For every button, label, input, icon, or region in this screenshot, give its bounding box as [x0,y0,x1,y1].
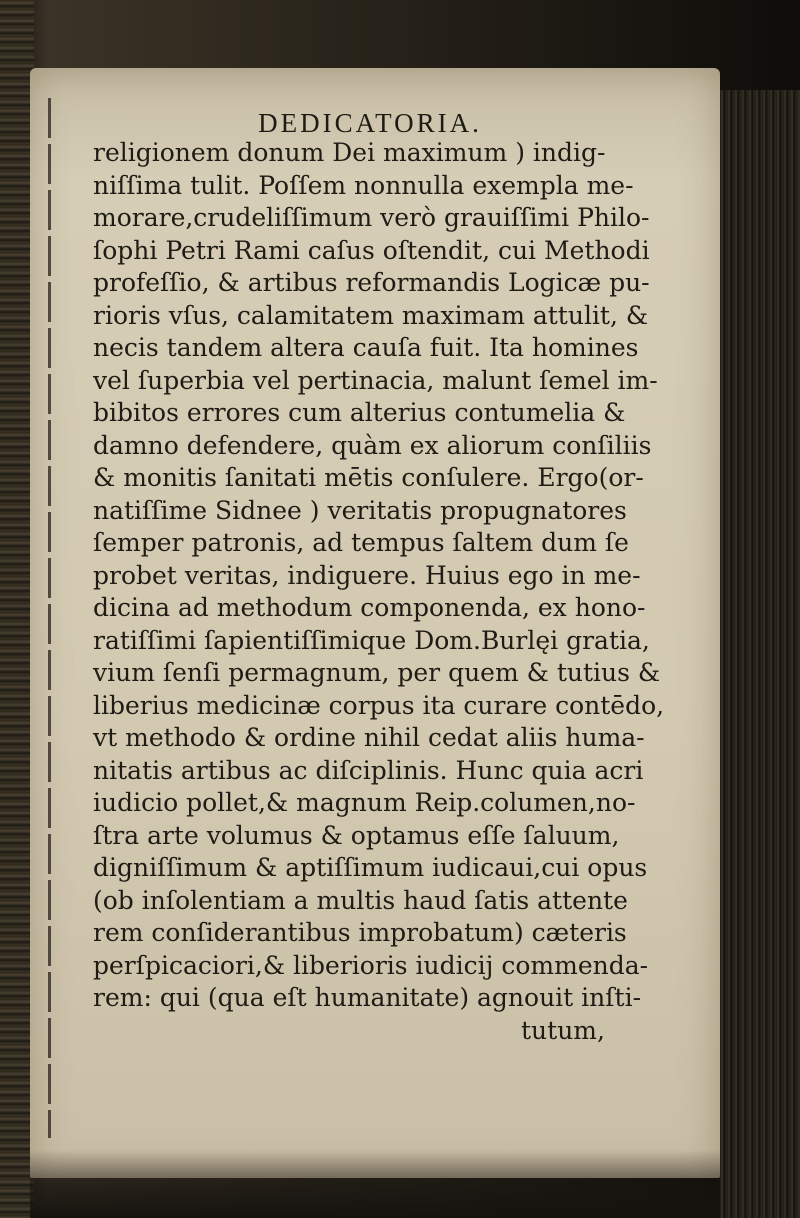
text-line: profeſſio, & artibus reformandis Logicæ pu- [93,268,650,297]
text-line: rioris vſus, calamitatem maximam attulit, & [93,300,649,330]
text-line: religionem donum Dei maximum ) indig- [93,138,606,167]
text-line: natiſſime Sidnee ) veritatis propugnatores [93,495,627,525]
text-line: ſemper patronis, ad tempus ſaltem dum ſe [93,528,629,557]
text-line: rem conſiderantibus improbatum) cæteris [93,918,627,947]
book-fore-edge [0,0,34,1218]
text-line: ſtra arte volumus & optamus eſſe ſaluum, [93,820,620,850]
text-line: probet veritas, indiguere. Huius ego in me- [93,560,641,590]
page-margin-rule [48,98,51,1138]
text-line: rem: qui (qua eſt humanitate) agnouit inſti- [93,983,642,1012]
text-line: digniſſimum & aptiſſimum iudicaui,cui opus [93,853,648,882]
page-bottom-shadow [30,1150,720,1218]
text-line: vt methodo & ordine nihil cedat aliis huma- [93,723,645,752]
text-line: iudicio pollet,& magnum Reip.columen,no- [93,788,636,817]
text-line: vel ſuperbia vel pertinacia, malunt ſemel im- [93,365,658,395]
text-line: damno defendere, quàm ex aliorum conſiliis [93,430,652,460]
text-line: perſpicaciori,& liberioris iudicij commenda- [93,950,649,980]
body-text [93,137,693,1047]
text-line: bibitos errores cum alterius contumelia & [93,398,626,427]
facing-page-edges [720,90,800,1218]
catchword: tutum, [521,1015,605,1045]
text-line: liberius medicinæ corpus ita curare contēdo, [93,690,665,720]
text-line: niſſima tulit. Poſſem nonnulla exempla me- [93,170,634,200]
running-head: DEDICATORIA. [258,108,482,138]
text-line: ſophi Petri Rami caſus oſtendit, cui Methodi [93,235,650,265]
text-line: dicina ad methodum componenda, ex hono- [93,593,646,622]
text-line: (ob inſolentiam a multis haud ſatis attente [93,885,628,915]
text-line: morare,crudeliſſimum verò grauiſſimi Philo- [93,203,650,232]
text-line: necis tandem altera cauſa fuit. Ita homines [93,333,639,362]
text-line: nitatis artibus ac diſciplinis. Hunc quia acri [93,755,644,785]
text-line: & monitis ſanitati mētis conſulere. Ergo(or- [93,463,644,492]
text-line: vium ſenſi permagnum, per quem & tutius & [93,658,661,687]
text-line: ratiſſimi ſapientiſſimique Dom.Burlęi gratia, [93,625,650,655]
